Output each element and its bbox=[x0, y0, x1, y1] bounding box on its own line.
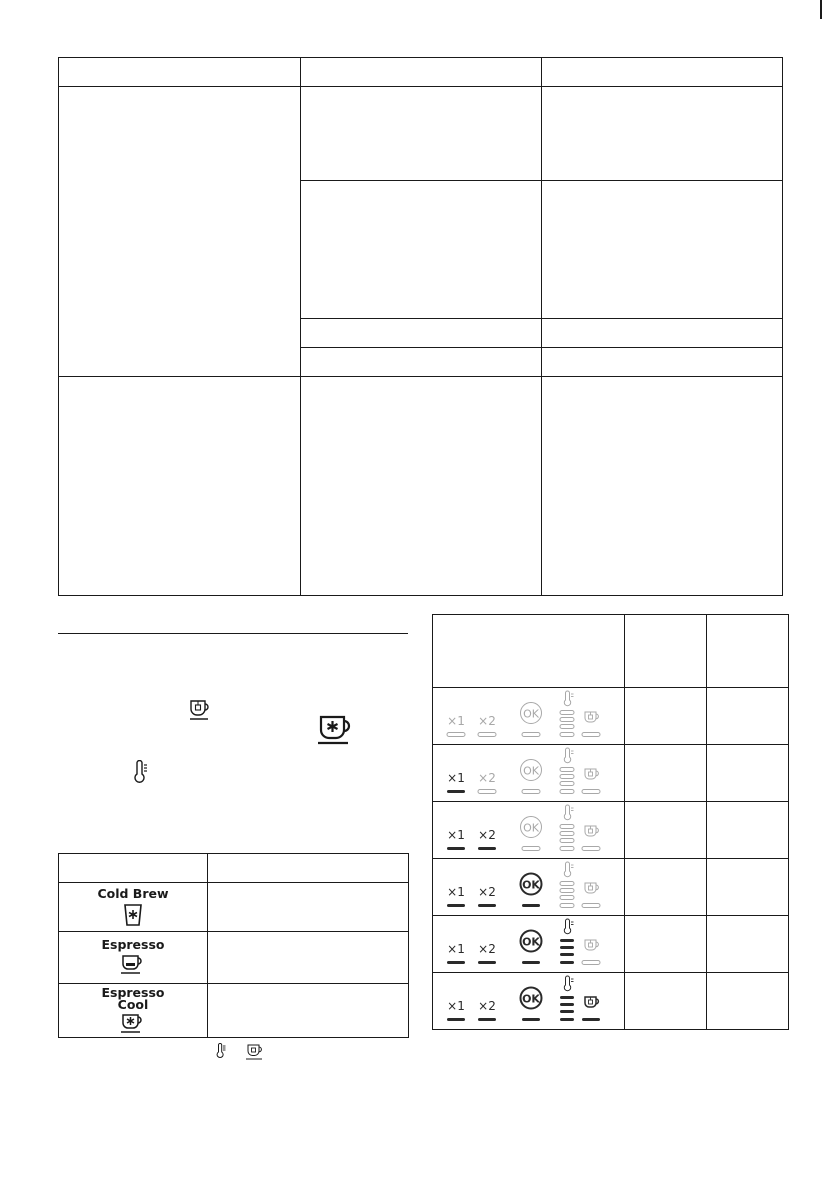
temperature-level-bar bbox=[560, 718, 574, 722]
x2-indicator-bar bbox=[478, 904, 496, 907]
header-cell bbox=[301, 58, 542, 87]
indicator-panel bbox=[433, 916, 623, 972]
x1-indicator-bar bbox=[447, 961, 465, 964]
thermometer-icon bbox=[131, 760, 149, 784]
ok-indicator-bar bbox=[522, 904, 540, 907]
indicator-table bbox=[432, 614, 789, 1030]
indicator-state-cell bbox=[433, 688, 625, 745]
table-row bbox=[59, 932, 409, 984]
ok-indicator-bar bbox=[522, 1018, 540, 1021]
temperature-level-bar bbox=[560, 1018, 574, 1021]
x1-indicator-bar bbox=[447, 847, 465, 850]
temperature-level-bar bbox=[560, 725, 574, 729]
indicator-panel bbox=[433, 802, 623, 858]
table-row bbox=[433, 973, 789, 1030]
temperature-level-bar bbox=[560, 790, 574, 794]
tea-cup-icon bbox=[186, 698, 214, 722]
table-cell bbox=[707, 916, 789, 973]
table-row bbox=[59, 377, 783, 596]
table-cell bbox=[301, 377, 542, 596]
table-cell bbox=[542, 87, 783, 181]
x1-indicator-label: ×1 bbox=[447, 885, 465, 899]
table-cell bbox=[625, 802, 707, 859]
table-row bbox=[433, 802, 789, 859]
header-cell bbox=[707, 615, 789, 688]
header-cell bbox=[542, 58, 783, 87]
table-cell bbox=[208, 984, 409, 1038]
temperature-level-bar bbox=[560, 775, 574, 779]
x1-indicator-bar bbox=[447, 790, 465, 793]
temperature-level-bar bbox=[560, 1003, 574, 1006]
programme-cold-brew bbox=[59, 883, 208, 932]
indicator-panel bbox=[433, 688, 623, 744]
table-cell bbox=[707, 688, 789, 745]
tea-indicator-bar bbox=[582, 961, 600, 965]
tea-bag bbox=[589, 943, 593, 947]
programme-table bbox=[58, 853, 409, 1038]
espresso-cool-cup-icon bbox=[119, 1013, 147, 1035]
x2-indicator-label: ×2 bbox=[478, 828, 496, 842]
ok-indicator-label: OK bbox=[523, 764, 539, 778]
ok-indicator-label: OK bbox=[523, 707, 539, 721]
temperature-level-bar bbox=[560, 896, 574, 900]
table-row bbox=[59, 58, 783, 87]
temperature-level-bar bbox=[560, 882, 574, 886]
x1-indicator-bar bbox=[447, 1018, 465, 1021]
table-row bbox=[433, 688, 789, 745]
x2-indicator-label: ×2 bbox=[478, 771, 496, 785]
temperature-level-bar bbox=[560, 825, 574, 829]
x2-indicator-bar bbox=[478, 1018, 496, 1021]
x1-indicator-label: ×1 bbox=[447, 771, 465, 785]
temperature-level-bar bbox=[560, 847, 574, 851]
temperature-level-bar bbox=[560, 889, 574, 893]
x1-indicator-label: ×1 bbox=[447, 999, 465, 1013]
tea-bag bbox=[589, 1000, 593, 1004]
table-cell bbox=[59, 377, 301, 596]
table-row bbox=[59, 984, 409, 1038]
x2-indicator-label: ×2 bbox=[478, 999, 496, 1013]
top-table bbox=[58, 57, 783, 596]
header-cell bbox=[208, 854, 409, 883]
ok-indicator-label: OK bbox=[522, 935, 540, 949]
thermometer-icon bbox=[564, 748, 570, 763]
thermometer-icon bbox=[564, 805, 570, 820]
thermometer-icon bbox=[564, 976, 570, 991]
table-cell bbox=[625, 745, 707, 802]
tea-indicator-bar bbox=[582, 790, 600, 794]
thermometer-icon bbox=[564, 862, 570, 877]
tea-bag bbox=[589, 886, 593, 890]
table-cell bbox=[301, 181, 542, 319]
x1-indicator-label: ×1 bbox=[447, 942, 465, 956]
table-row bbox=[433, 745, 789, 802]
temperature-level-bar bbox=[560, 961, 574, 964]
temperature-level-bar bbox=[560, 768, 574, 772]
indicator-panel bbox=[433, 973, 623, 1029]
programme-label: Espresso bbox=[101, 937, 165, 952]
table-row bbox=[433, 615, 789, 688]
indicator-panel bbox=[433, 859, 623, 915]
x2-indicator-label: ×2 bbox=[478, 942, 496, 956]
tea-indicator-bar bbox=[582, 1018, 600, 1021]
ok-indicator-label: OK bbox=[522, 878, 540, 892]
table-cell bbox=[301, 87, 542, 181]
x1-indicator-label: ×1 bbox=[447, 828, 465, 842]
temperature-level-bar bbox=[560, 839, 574, 843]
ok-indicator-label: OK bbox=[522, 992, 540, 1006]
table-cell bbox=[625, 688, 707, 745]
header-cell bbox=[59, 58, 301, 87]
programme-label: Cold Brew bbox=[97, 885, 169, 901]
x2-indicator-bar bbox=[478, 847, 496, 850]
tea-bag bbox=[589, 772, 593, 776]
table-cell bbox=[542, 319, 783, 348]
indicator-state-cell bbox=[433, 802, 625, 859]
section-rule bbox=[58, 633, 408, 634]
programme-espresso-cool bbox=[59, 984, 208, 1038]
table-cell bbox=[542, 348, 783, 377]
ok-indicator-bar bbox=[522, 961, 540, 964]
table-cell bbox=[208, 932, 409, 984]
x1-indicator-bar bbox=[447, 904, 465, 907]
table-cell bbox=[301, 348, 542, 377]
table-cell bbox=[707, 859, 789, 916]
table-row bbox=[433, 916, 789, 973]
table-cell bbox=[542, 377, 783, 596]
table-cell bbox=[625, 973, 707, 1030]
header-cell bbox=[625, 615, 707, 688]
x2-indicator-bar bbox=[478, 790, 496, 794]
cold-brew-cup-icon bbox=[122, 903, 144, 927]
temperature-level-bar bbox=[560, 711, 574, 715]
tea-indicator-bar bbox=[582, 847, 600, 851]
tea-indicator-bar bbox=[582, 733, 600, 737]
temperature-level-bar bbox=[560, 733, 574, 737]
indicator-state-cell bbox=[433, 973, 625, 1030]
indicator-state-cell bbox=[433, 859, 625, 916]
espresso-cup-icon bbox=[119, 954, 147, 976]
table-cell bbox=[301, 319, 542, 348]
table-row bbox=[433, 859, 789, 916]
x1-indicator-label: ×1 bbox=[447, 714, 465, 728]
ok-indicator-bar bbox=[522, 790, 540, 794]
tea-bag bbox=[589, 829, 593, 833]
temperature-level-bar bbox=[560, 953, 574, 956]
ok-indicator-bar bbox=[522, 847, 540, 851]
table-row bbox=[59, 854, 409, 883]
table-cell bbox=[707, 802, 789, 859]
tea-indicator-bar bbox=[582, 904, 600, 908]
indicator-panel bbox=[433, 745, 623, 801]
temperature-level-bar bbox=[560, 939, 574, 942]
page-edge-mark bbox=[820, 0, 822, 19]
table-row bbox=[59, 883, 409, 932]
table-cell bbox=[707, 745, 789, 802]
ok-indicator-label: OK bbox=[523, 821, 539, 835]
cold-brew-cup-icon bbox=[316, 714, 358, 746]
thermometer-icon bbox=[564, 919, 570, 934]
x2-indicator-bar bbox=[478, 961, 496, 964]
temperature-level-bar bbox=[560, 996, 574, 999]
table-cell bbox=[59, 87, 301, 377]
x1-indicator-bar bbox=[447, 733, 465, 737]
thermometer-icon bbox=[215, 1043, 227, 1059]
programme-label-line-1: Espresso bbox=[101, 984, 165, 1000]
tea-cup-icon bbox=[244, 1043, 266, 1061]
indicator-state-cell bbox=[433, 916, 625, 973]
indicator-state-cell bbox=[433, 745, 625, 802]
table-cell bbox=[542, 181, 783, 319]
tea-bag bbox=[589, 715, 593, 719]
ok-indicator-bar bbox=[522, 733, 540, 737]
table-row bbox=[59, 87, 783, 181]
x2-indicator-label: ×2 bbox=[478, 714, 496, 728]
temperature-level-bar bbox=[560, 832, 574, 836]
header-cell bbox=[433, 615, 625, 688]
programme-espresso bbox=[59, 932, 208, 984]
temperature-level-bar bbox=[560, 782, 574, 786]
table-cell bbox=[208, 883, 409, 932]
x2-indicator-label: ×2 bbox=[478, 885, 496, 899]
table-cell bbox=[707, 973, 789, 1030]
x2-indicator-bar bbox=[478, 733, 496, 737]
header-cell bbox=[59, 854, 208, 883]
table-cell bbox=[625, 916, 707, 973]
temperature-level-bar bbox=[560, 946, 574, 949]
thermometer-icon bbox=[564, 691, 570, 706]
table-cell bbox=[625, 859, 707, 916]
temperature-level-bar bbox=[560, 904, 574, 908]
programme-label-line-2: Cool bbox=[117, 996, 149, 1012]
temperature-level-bar bbox=[560, 1010, 574, 1013]
